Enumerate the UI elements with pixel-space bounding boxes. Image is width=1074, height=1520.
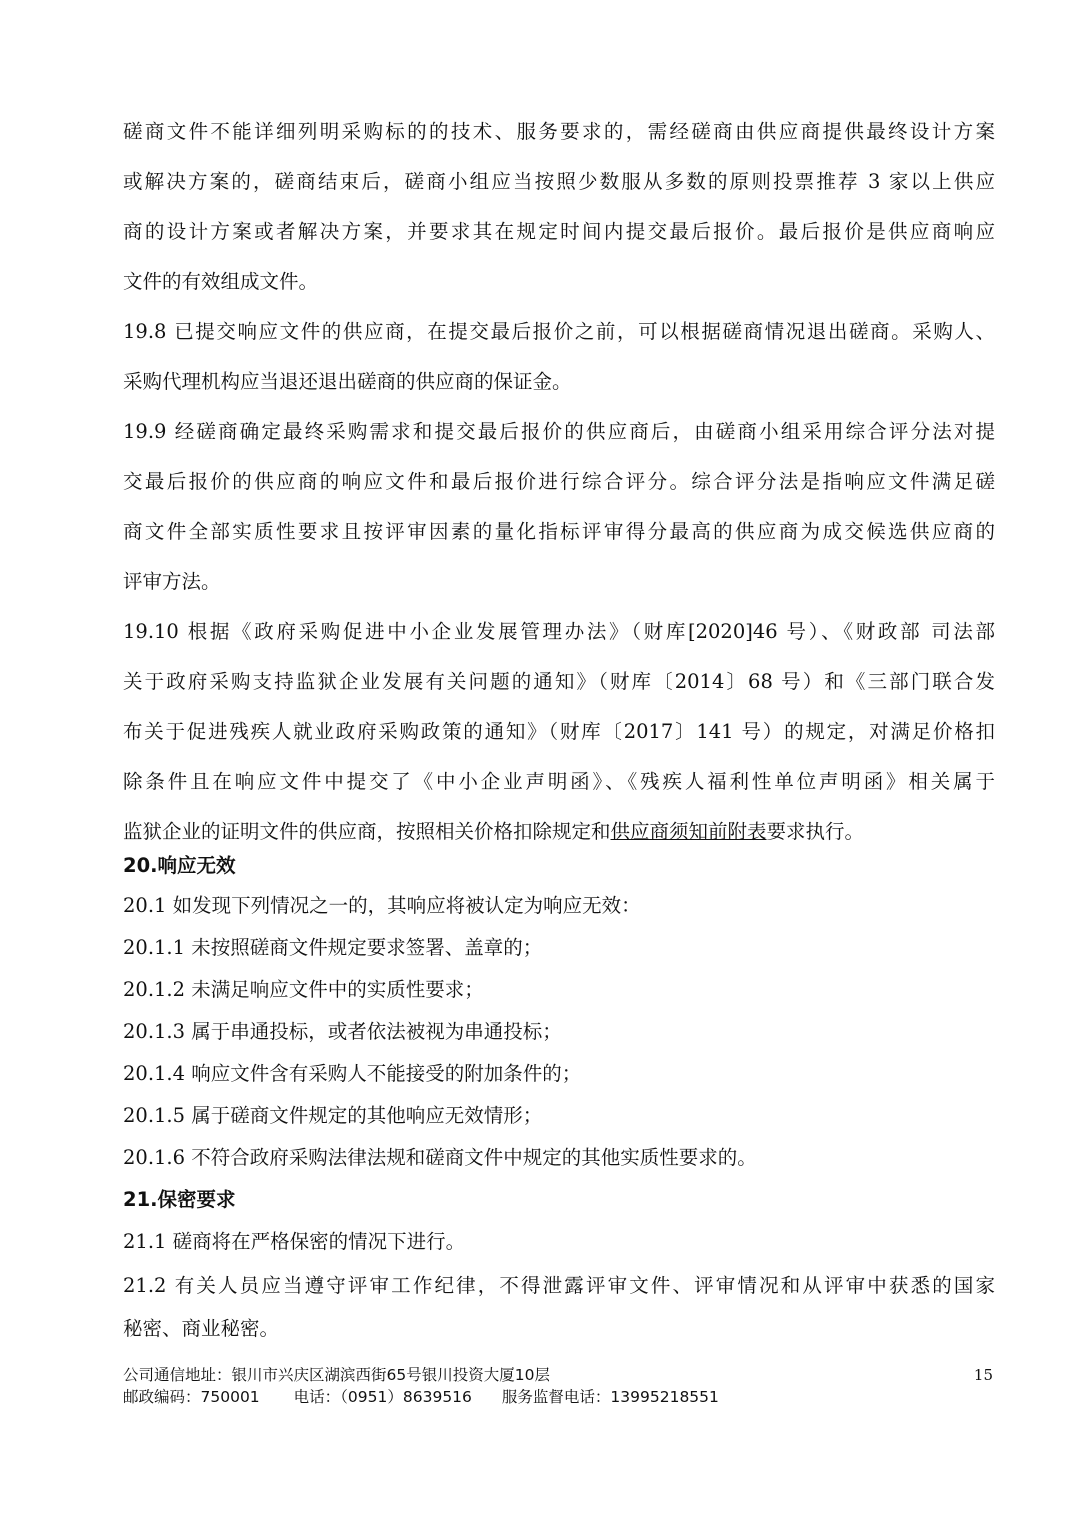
paragraph-19-7-continued bbox=[123, 107, 995, 307]
text-line: 磋商文件不能详细列明采购标的的技术、服务要求的，需经磋商由供应商提供最终设计方案 bbox=[123, 120, 995, 143]
text-segment: 要求执行。 bbox=[766, 820, 865, 843]
list-item: 20.1.4 响应文件含有采购人不能接受的附加条件的； bbox=[123, 1062, 582, 1085]
text-line: 21.2 有关人员应当遵守评审工作纪律，不得泄露评审文件、评审情况和从评审中获悉的国家 bbox=[123, 1274, 995, 1297]
list-item: 20.1.5 属于磋商文件规定的其他响应无效情形； bbox=[123, 1104, 543, 1127]
footer-phone: 电话：（0951）8639516 bbox=[293, 1388, 472, 1406]
section-heading-21: 21.保密要求 bbox=[123, 1188, 236, 1211]
paragraph-19-9 bbox=[123, 407, 995, 607]
text-line: 或解决方案的，磋商结束后，磋商小组应当按照少数服从多数的原则投票推荐 3 家以上供应 bbox=[123, 170, 995, 193]
text-line: 采购代理机构应当退还退出磋商的供应商的保证金。 bbox=[123, 370, 572, 393]
list-item: 20.1.2 未满足响应文件中的实质性要求； bbox=[123, 978, 484, 1001]
text-line: 商的设计方案或者解决方案，并要求其在规定时间内提交最后报价。最后报价是供应商响应 bbox=[123, 220, 995, 243]
page-body bbox=[123, 107, 995, 1349]
page-number: 15 bbox=[973, 1366, 993, 1384]
text-line: 除条件且在响应文件中提交了《中小企业声明函》、《残疾人福利性单位声明函》相关属于 bbox=[123, 770, 995, 793]
text-line: 19.9 经磋商确定最终采购需求和提交最后报价的供应商后，由磋商小组采用综合评分法对提 bbox=[123, 420, 995, 443]
paragraph-19-10 bbox=[123, 607, 995, 849]
paragraph-19-8 bbox=[123, 307, 995, 407]
reference-link-supplier-notice-table[interactable]: 供应商须知前附表 bbox=[610, 820, 767, 843]
paragraph-21-2 bbox=[123, 1263, 995, 1349]
text-line: 文件的有效组成文件。 bbox=[123, 270, 319, 293]
footer-address: 公司通信地址：银川市兴庆区湖滨西街65号银川投资大厦10层 bbox=[123, 1366, 550, 1384]
text-line: 19.10 根据《政府采购促进中小企业发展管理办法》（财库[2020]46 号）、《财政部 司法部 bbox=[123, 620, 995, 643]
text-line: 关于政府采购支持监狱企业发展有关问题的通知》（财库〔2014〕68 号）和《三部门联合发 bbox=[123, 670, 995, 693]
text-line: 商文件全部实质性要求且按评审因素的量化指标评审得分最高的供应商为成交候选供应商的 bbox=[123, 520, 995, 543]
list-item: 20.1.3 属于串通投标，或者依法被视为串通投标； bbox=[123, 1020, 562, 1043]
text-line: 评审方法。 bbox=[123, 570, 221, 593]
footer-contact-row bbox=[123, 1386, 995, 1408]
list-section-20 bbox=[123, 885, 995, 1179]
text-segment: 监狱企业的证明文件的供应商，按照相关价格扣除规定和 bbox=[123, 820, 611, 843]
list-item: 20.1 如发现下列情况之一的，其响应将被认定为响应无效： bbox=[123, 894, 641, 917]
text-line bbox=[123, 815, 995, 849]
section-heading-20: 20.响应无效 bbox=[123, 854, 236, 877]
page-footer bbox=[123, 1364, 995, 1408]
footer-postcode: 邮政编码：750001 bbox=[123, 1388, 260, 1406]
text-line: 交最后报价的供应商的响应文件和最后报价进行综合评分。综合评分法是指响应文件满足磋 bbox=[123, 470, 995, 493]
list-item: 20.1.6 不符合政府采购法律法规和磋商文件中规定的其他实质性要求的。 bbox=[123, 1146, 757, 1169]
text-line: 秘密、商业秘密。 bbox=[123, 1317, 280, 1340]
list-item: 21.1 磋商将在严格保密的情况下进行。 bbox=[123, 1230, 466, 1253]
text-line: 布关于促进残疾人就业政府采购政策的通知》（财库〔2017〕141 号）的规定，对满足价格扣 bbox=[123, 720, 995, 743]
text-line: 19.8 已提交响应文件的供应商，在提交最后报价之前，可以根据磋商情况退出磋商。采购人、 bbox=[123, 320, 995, 343]
list-item: 20.1.1 未按照磋商文件规定要求签署、盖章的； bbox=[123, 936, 543, 959]
footer-supervision-phone: 服务监督电话：13995218551 bbox=[501, 1388, 719, 1406]
